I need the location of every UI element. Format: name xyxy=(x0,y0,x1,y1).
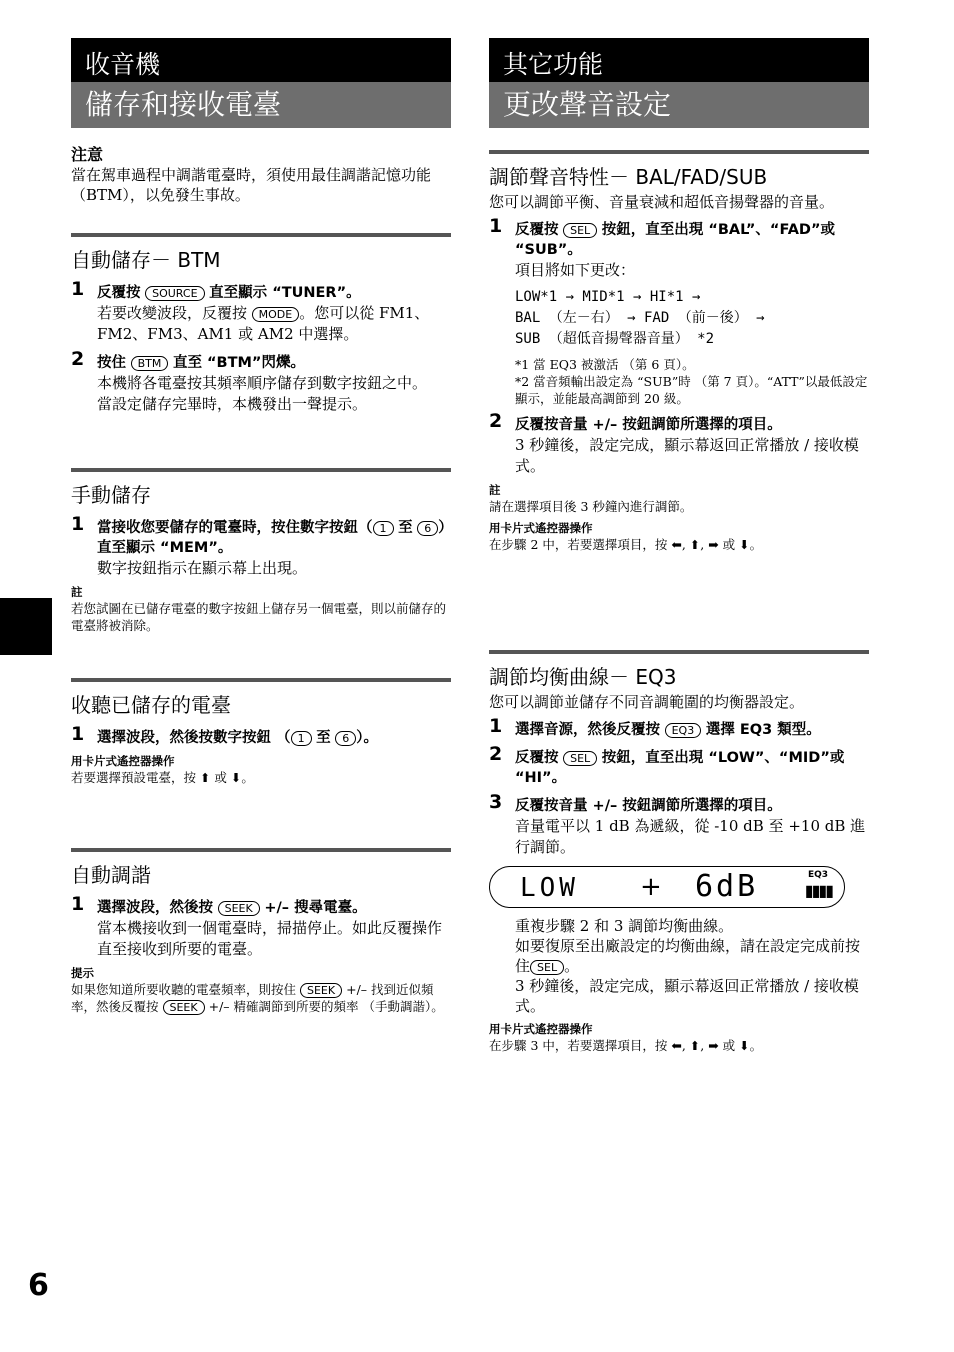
step-text: 至 xyxy=(316,730,331,746)
step-desc: 當設定儲存完畢時，本機發出一聲提示。 xyxy=(97,395,368,413)
step-number: 1 xyxy=(71,723,85,745)
step-number: 1 xyxy=(489,215,503,237)
step-desc: 若要改變波段，反覆按 xyxy=(97,304,248,322)
step-1 xyxy=(71,513,451,579)
equalizer-bars-icon: ▮▮▮▮ xyxy=(804,881,832,900)
sequence-line: LOW*1 → MID*1 → HI*1 → xyxy=(515,289,701,305)
left-header xyxy=(71,38,451,128)
note-text: 請在選擇項目後 3 秒鐘內進行調節。 xyxy=(489,499,693,514)
step-text: 當接收您要儲存的電臺時，按住數字按鈕（ xyxy=(97,520,373,536)
after-part: 。 xyxy=(564,957,580,975)
tip-part: 如果您知道所要收聽的電臺頻率，則按住 xyxy=(71,982,297,997)
key-1: 1 xyxy=(373,521,394,536)
section-manual xyxy=(71,468,451,634)
key-6: 6 xyxy=(335,731,356,746)
step-desc: 音量電平以 1 dB 為遞級，從 -10 dB 至 +10 dB 進行調節。 xyxy=(515,817,866,856)
step-2 xyxy=(489,410,869,477)
sequence-line: SUB （超低音揚聲器音量） *2 xyxy=(515,331,715,347)
remote-heading: 用卡片式遙控器操作 xyxy=(71,754,175,768)
section-eq3 xyxy=(489,650,869,1054)
remote-text: 在步驟 2 中，若要選擇項目，按 ⬅, ⬆, ➡ 或 ⬇。 xyxy=(489,537,763,552)
section-btm xyxy=(71,233,451,415)
lcd-level-text: 6dB xyxy=(695,869,759,904)
caution-title: 注意 xyxy=(71,145,104,164)
sel-key: SEL xyxy=(530,960,564,975)
lcd-display xyxy=(489,866,845,908)
header-title: 更改聲音設定 xyxy=(489,82,869,128)
step-1 xyxy=(71,278,451,345)
step-text: +/– 搜尋電臺。 xyxy=(264,900,367,916)
caution-block xyxy=(71,142,451,205)
step-1 xyxy=(71,723,451,748)
footnote-1: *1 當 EQ3 被激活 （第 6 頁）。 xyxy=(515,357,695,372)
btm-key: BTM xyxy=(131,356,169,371)
step-desc: 3 秒鐘後，設定完成，顯示幕返回正常播放 / 接收模式。 xyxy=(515,436,859,475)
sequence-line: BAL （左－右） → FAD （前－後） → xyxy=(515,310,765,326)
footnote-2: *2 當音頻輸出設定為 “SUB”時 （第 7 頁）。“ATT”以最低設定顯示，並能最高調節到 20 級。 xyxy=(515,374,868,406)
step-number: 2 xyxy=(489,743,503,765)
section-title: 調節均衡曲線－ EQ3 xyxy=(489,665,677,689)
step-number: 3 xyxy=(489,791,503,813)
caution-text: 當在駕車過程中調諧電臺時，須使用最佳調諧記憶功能 （BTM），以免發生事故。 xyxy=(71,166,432,204)
tip-text xyxy=(71,981,451,1015)
header-category: 收音機 xyxy=(85,50,161,79)
section-intro: 您可以調節並儲存不同音調範圍的均衡器設定。 xyxy=(489,693,805,711)
note-text: 若您試圖在已儲存電臺的數字按鈕上儲存另一個電臺，則以前儲存的電臺將被消除。 xyxy=(71,601,447,633)
step-text: 反覆按 xyxy=(515,750,559,766)
step-1 xyxy=(489,215,869,407)
note-heading: 註 xyxy=(71,585,83,599)
step-1 xyxy=(489,715,869,740)
step-text: 直至 “BTM”閃爍。 xyxy=(172,355,305,371)
lcd-eq3-label: EQ3 xyxy=(807,870,828,880)
step-text: 按住 xyxy=(97,355,126,371)
step-text: 反覆按 xyxy=(97,285,141,301)
page-number: 6 xyxy=(28,1268,49,1303)
section-tab-marker xyxy=(0,598,52,655)
header-title: 儲存和接收電臺 xyxy=(71,82,451,128)
section-listen xyxy=(71,678,451,786)
lcd-band-text: LOW xyxy=(520,873,579,903)
step-2 xyxy=(71,348,451,415)
section-title: 手動儲存 xyxy=(71,483,151,507)
tip-heading: 提示 xyxy=(71,966,94,980)
step-text: 選擇波段，然後按 xyxy=(97,900,213,916)
eq3-key: EQ3 xyxy=(665,723,702,738)
step-1 xyxy=(71,893,451,960)
step-desc: 當本機接收到一個電臺時，掃描停止。如此反覆操作直至接收到所要的電臺。 xyxy=(97,919,443,958)
setting-sequence xyxy=(515,287,869,350)
after-text: 重複步驟 2 和 3 調節均衡曲線。 xyxy=(515,917,734,935)
right-header xyxy=(489,38,869,128)
step-text: ）直至顯示 “MEM”。 xyxy=(97,520,446,556)
section-title: 收聽已儲存的電臺 xyxy=(71,693,231,717)
step-text: 選擇波段，然後按數字按鈕 （ xyxy=(97,730,291,746)
remote-text: 在步驟 3 中，若要選擇項目，按 ⬅, ⬆, ➡ 或 ⬇。 xyxy=(489,1038,763,1053)
tip-part: +/– 精確調節到所要的頻率 （手動調諧）。 xyxy=(208,999,444,1014)
note-heading: 註 xyxy=(489,483,501,497)
step-desc: 數字按鈕指示在顯示幕上出現。 xyxy=(97,559,308,577)
remote-heading: 用卡片式遙控器操作 xyxy=(489,1022,593,1036)
step-text: 反覆按音量 +/– 按鈕調節所選擇的項目。 xyxy=(515,798,782,814)
key-6: 6 xyxy=(417,521,438,536)
step-text: 按鈕，直至出現 “BAL”、“FAD”或 “SUB”。 xyxy=(515,222,835,258)
left-column xyxy=(71,38,451,1014)
step-desc: 本機將各電臺按其頻率順序儲存到數字按鈕之中。 xyxy=(97,374,428,392)
step-desc: 。您可以從 FM1、FM2、FM3、AM1 或 AM2 中選擇。 xyxy=(97,304,430,343)
after-text: 3 秒鐘後，設定完成，顯示幕返回正常播放 / 接收模式。 xyxy=(515,977,859,1015)
after-steps xyxy=(489,916,869,1016)
remote-text: 若要選擇預設電臺，按 ⬆ 或 ⬇。 xyxy=(71,770,254,785)
lcd-plus-icon: + xyxy=(640,872,662,902)
step-2 xyxy=(489,743,869,788)
step-number: 1 xyxy=(71,278,85,300)
step-desc: 項目將如下更改： xyxy=(515,261,636,279)
mode-key: MODE xyxy=(252,307,300,322)
step-number: 1 xyxy=(489,715,503,737)
source-key: SOURCE xyxy=(145,286,204,301)
section-title: 自動儲存－ BTM xyxy=(71,248,221,272)
header-category: 其它功能 xyxy=(503,50,604,79)
section-title: 自動調諧 xyxy=(71,863,151,887)
step-number: 2 xyxy=(489,410,503,432)
step-text: ）。 xyxy=(356,730,379,746)
section-auto-tune xyxy=(71,848,451,1015)
step-text: 選擇音源，然後反覆按 xyxy=(515,722,660,738)
step-text: 至 xyxy=(398,520,413,536)
step-text: 直至顯示 “TUNER”。 xyxy=(209,285,361,301)
sel-key: SEL xyxy=(563,751,597,766)
step-number: 1 xyxy=(71,893,85,915)
step-3 xyxy=(489,791,869,858)
step-text: 反覆按音量 +/– 按鈕調節所選擇的項目。 xyxy=(515,417,782,433)
remote-heading: 用卡片式遙控器操作 xyxy=(489,521,593,535)
key-1: 1 xyxy=(291,731,312,746)
step-text: 選擇 EQ3 類型。 xyxy=(705,722,821,738)
section-title: 調節聲音特性－ BAL/FAD/SUB xyxy=(489,165,768,189)
step-number: 1 xyxy=(71,513,85,535)
tip-part: +/– 找到近似頻率，然後反覆按 xyxy=(71,982,434,1014)
sel-key: SEL xyxy=(563,223,597,238)
step-number: 2 xyxy=(71,348,85,370)
seek-key: SEEK xyxy=(300,983,342,998)
seek-key: SEEK xyxy=(163,1000,205,1015)
seek-key: SEEK xyxy=(218,901,260,916)
after-part: 如要復原至出廠設定的均衡曲線，請在設定完成前按住 xyxy=(515,937,861,975)
section-intro: 您可以調節平衡、音量衰減和超低音揚聲器的音量。 xyxy=(489,193,835,211)
step-text: 按鈕，直至出現 “LOW”、“MID”或 “HI”。 xyxy=(515,750,845,786)
after-text xyxy=(515,936,869,976)
section-bal-fad-sub xyxy=(489,150,869,553)
step-text: 反覆按 xyxy=(515,222,559,238)
right-column xyxy=(489,38,869,1053)
